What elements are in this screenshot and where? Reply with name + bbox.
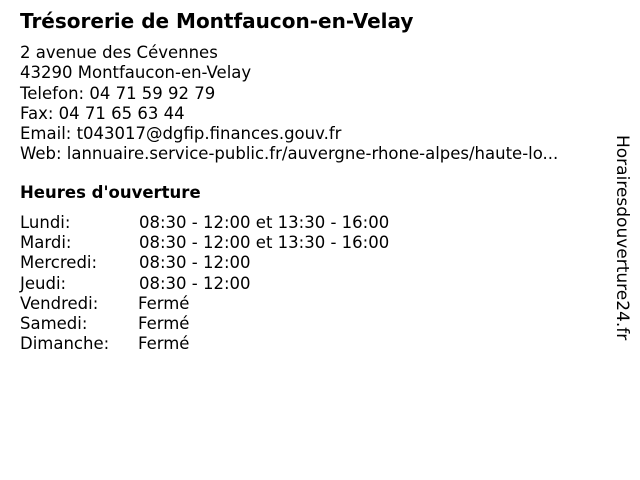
day-label: Jeudi: [20,273,67,293]
day-hours: 08:30 - 12:00 et 13:30 - 16:00 [139,233,390,253]
day-label: Dimanche: [20,334,110,354]
day-hours: 08:30 - 12:00 et 13:30 - 16:00 [139,213,390,232]
address-street: 2 avenue des Cévennes [20,43,218,62]
day-hours: Fermé [138,334,190,354]
day-label: Mercredi: [20,253,98,273]
day-label: Samedi: [20,313,88,333]
email-address: Email: t043017@dgfip.finances.gouv.fr [20,124,342,144]
contact-info [20,43,558,165]
day-label: Lundi: [20,213,71,232]
page-title: Trésorerie de Montfaucon-en-Velay [20,9,414,33]
day-label: Vendredi: [20,293,99,313]
day-hours: 08:30 - 12:00 [139,253,251,273]
day-label: Mardi: [20,233,72,253]
address-city: 43290 Montfaucon-en-Velay [20,63,252,83]
site-watermark: Horairesdouverture24.fr [612,135,632,341]
day-hours: Fermé [138,313,190,333]
day-hours: Fermé [138,293,190,313]
website-link: Web: lannuaire.service-public.fr/auvergne-rhone-alpes/haute-lo... [20,144,559,164]
day-hours: 08:30 - 12:00 [139,273,251,293]
phone-number: Telefon: 04 71 59 92 79 [20,83,216,103]
opening-hours-heading: Heures d'ouverture [20,183,201,202]
fax-number: Fax: 04 71 65 63 44 [20,103,185,123]
